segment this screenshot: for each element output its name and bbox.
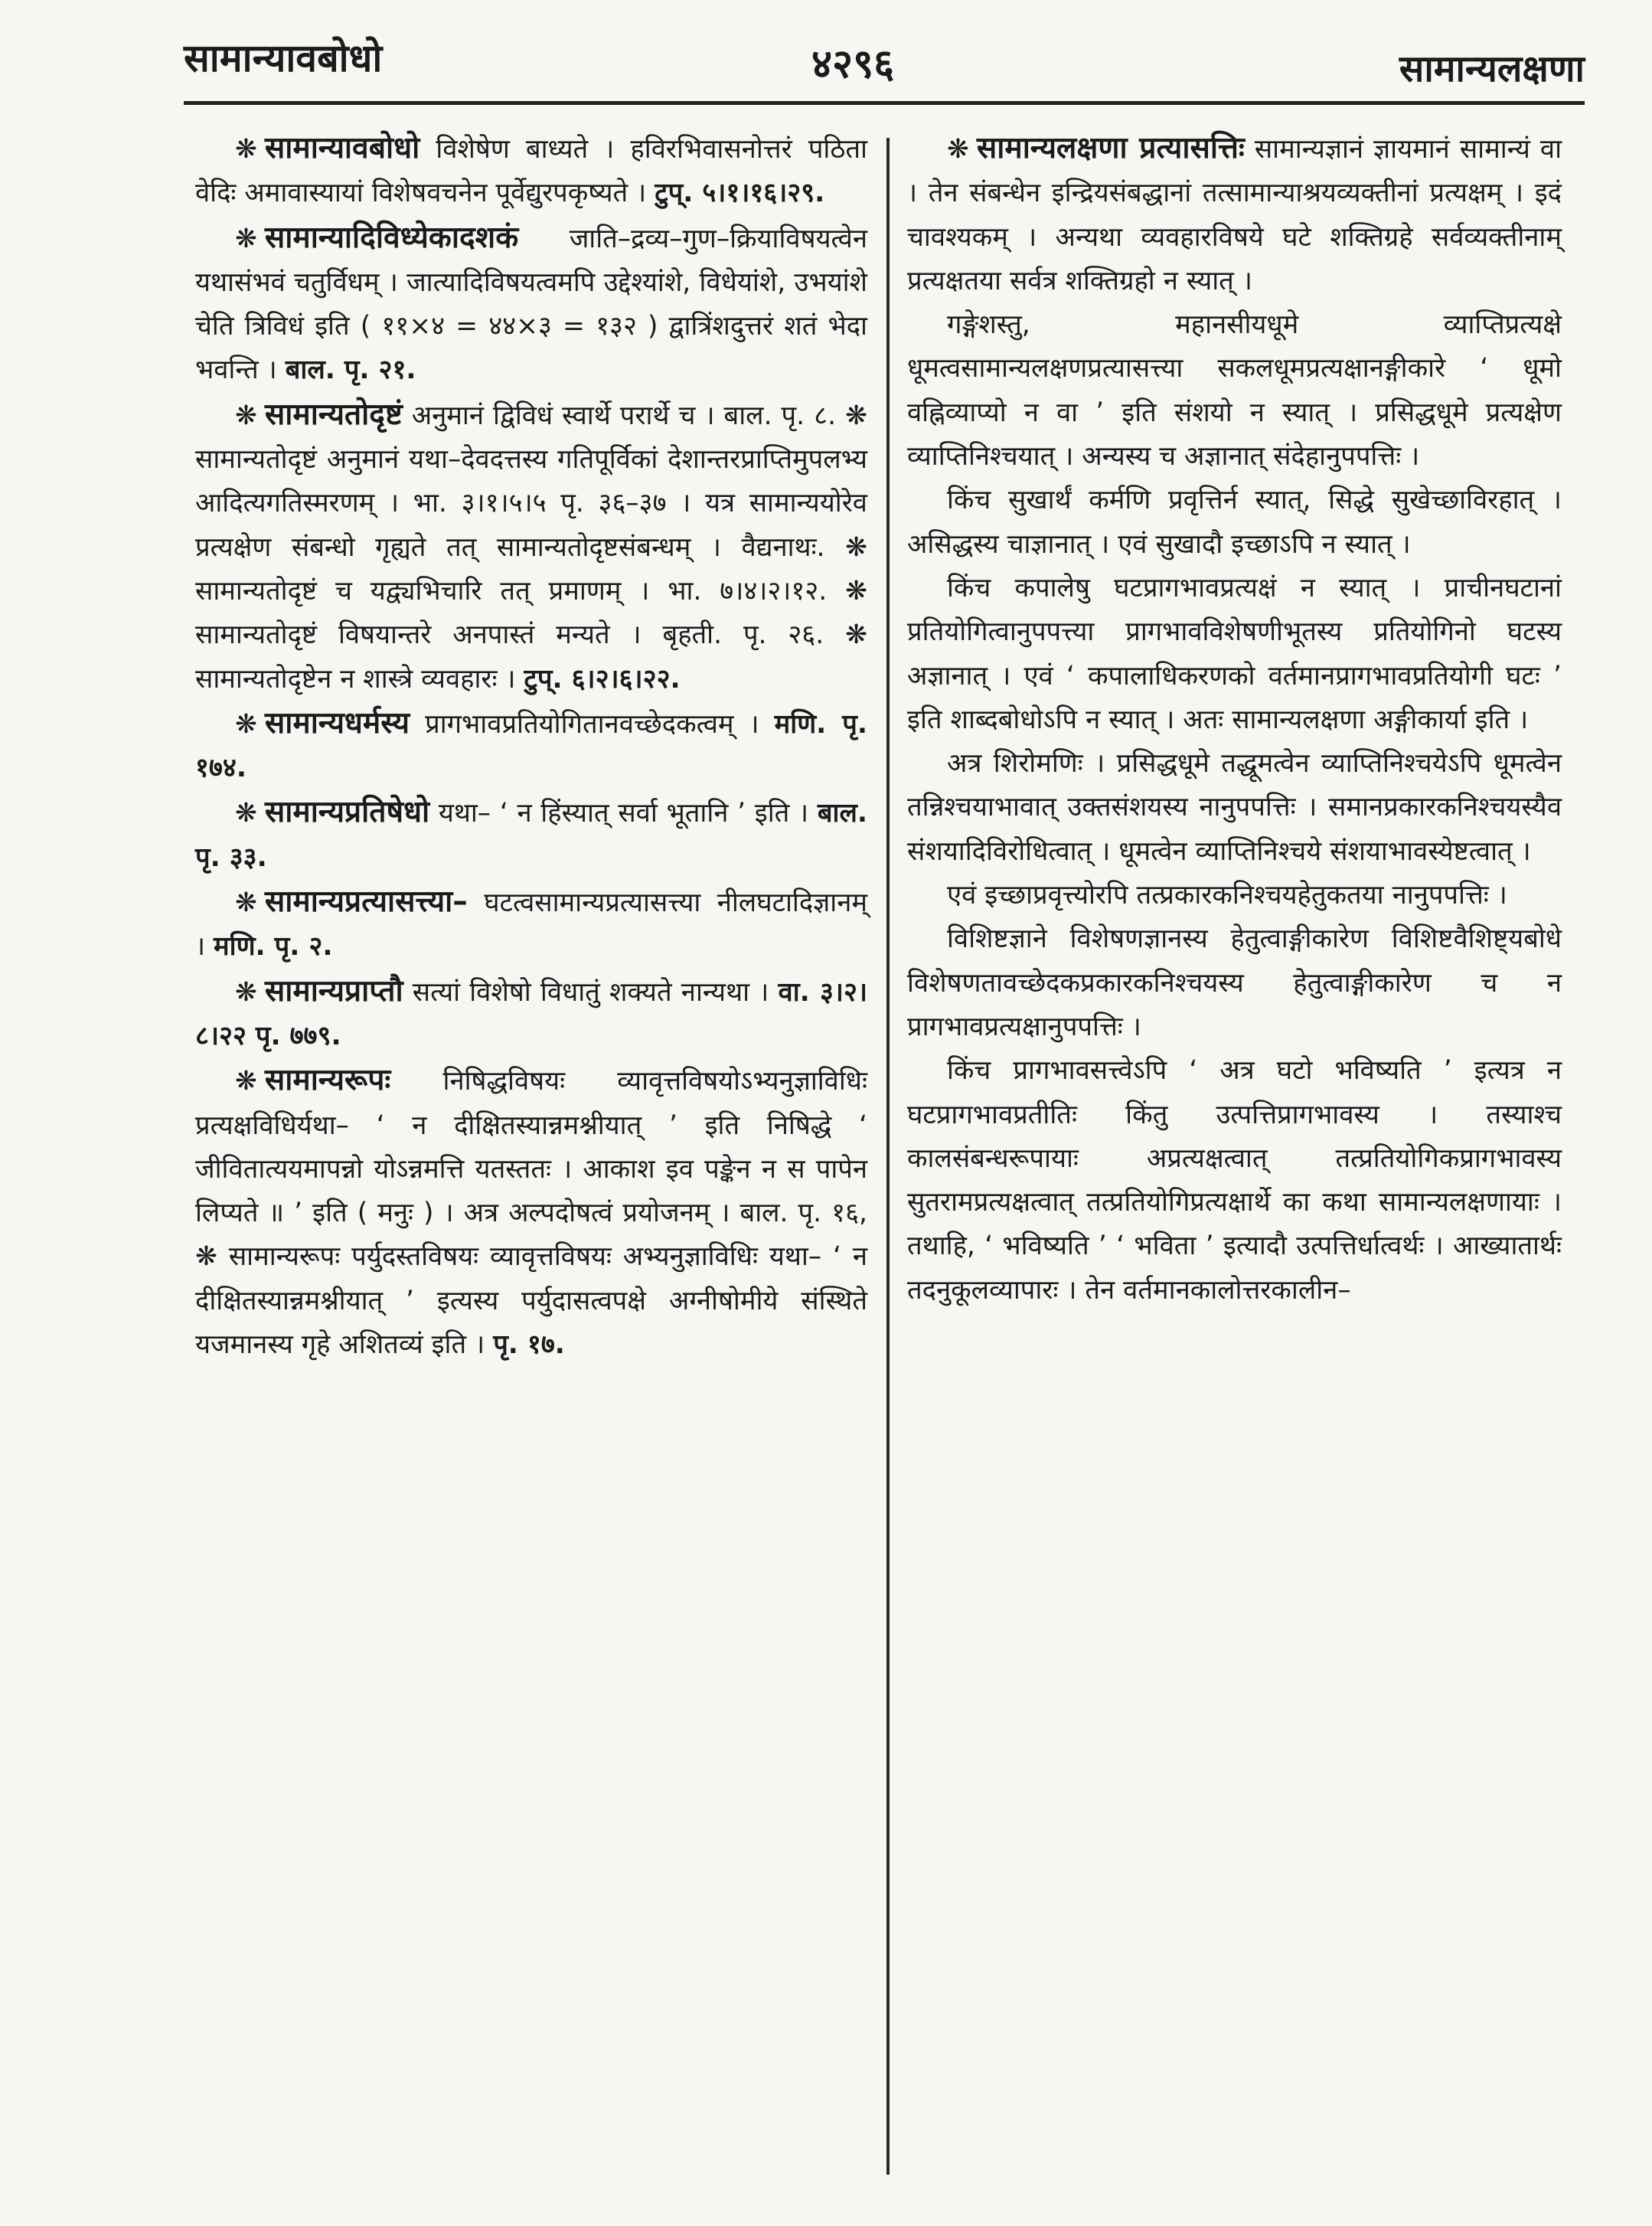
entry-text: सामान्यज्ञानं ज्ञायमानं सामान्यं वा । तेन संबन्धेन इन्द्रियसंबद्धानां तत्सामान्याश्रयव्यक्तीनां प्रत्यक्षम् । इदं चावश्यकम् । अन्यथा व्यवहारविषये घटे शक्तिग्रहे सर्वव्यक्तीनाम् प्रत्यक्षतया सर्वत्र शक्तिग्रहो न स्यात् । <box>907 134 1562 296</box>
entry-text: सत्यां विशेषो विधातुं शक्यते नान्यथा । <box>412 976 769 1008</box>
entry-text: जाति–द्रव्य–गुण–क्रियाविषयत्वेन यथासंभवं चतुर्विधम् । जात्यादिविषयत्वमपि उद्देश्यांशे, विधेयांशे, उभयांशे चेति त्रिविधं इति ( ११×४ = ४४×३ = १३२ ) द्वात्रिंशदुत्तरं शतं भेदा भवन्ति । <box>195 223 867 386</box>
headword: सामान्यतोदृष्टं <box>264 397 403 432</box>
entry-text: घटत्वसामान्यप्रत्यासत्त्या नीलघटादिज्ञानम् । <box>195 887 867 963</box>
paragraph-text: गङ्गेशस्तु, महानसीयधूमे व्याप्तिप्रत्यक्षे धूमत्वसामान्यलक्षणप्रत्यासत्त्या सकलधूमप्रत्यक्षानङ्गीकारे ‘ धूमो वह्निव्याप्यो न वा ’ इति संशयो न स्यात् । प्रसिद्धधूमे प्रत्यक्षेण व्याप्तिनिश्चयात् । अन्यस्य च अज्ञानात् संदेहानुपपत्तिः । <box>907 309 1562 472</box>
headword: सामान्यधर्मस्य <box>264 705 410 740</box>
asterisk-icon: ❋ <box>235 708 257 740</box>
headword: सामान्यप्रतिषेधो <box>264 795 430 830</box>
paragraph-text: किंच प्रागभावसत्त्वेऽपि ‘ अत्र घटो भविष्यति ’ इत्यत्र न घटप्रागभावप्रतीतिः किंतु उत्पत्तिप्रागभावस्य । तस्याश्च कालसंबन्धरूपायाः अप्रत्यक्षत्वात् तत्प्रतियोगिकप्रागभावस्य सुतरामप्रत्यक्षत्वात् तत्प्रतियोगिप्रत्यक्षार्थे का कथा सामान्यलक्षणायाः । तथाहि, ‘ भविष्यति ’ ‘ भविता ’ इत्यादौ उत्पत्तिर्धात्वर्थः । आख्यातार्थः तदनुकूलव्यापारः । तेन वर्तमानकालोत्तरकालीन– <box>907 1055 1562 1306</box>
paragraph <box>907 479 1562 567</box>
headword: सामान्यावबोधो <box>264 131 420 165</box>
asterisk-icon: ❋ <box>235 887 257 919</box>
paragraph <box>907 917 1562 1049</box>
citation: वा. ३।२।८।२२ पृ. ७७९. <box>195 976 868 1051</box>
headword: सामान्यप्रत्यासत्त्या– <box>264 884 468 920</box>
entry-text: यथा– ‘ न हिंस्यात् सर्वा भूतानि ’ इति । <box>438 798 809 829</box>
page-header <box>184 31 1585 100</box>
entry-text: प्रागभावप्रतियोगितानवच्छेदकत्वम् । <box>425 708 759 740</box>
headword: सामान्यप्राप्तौ <box>264 973 403 1008</box>
headword: सामान्यादिविध्येकादशकं <box>264 220 519 255</box>
right-running-head: सामान्यलक्षणा <box>1399 47 1585 90</box>
citation: टुप्. ६।२।६।२२. <box>524 663 681 695</box>
entry <box>195 969 867 1059</box>
paragraph <box>907 742 1562 874</box>
entry <box>195 790 867 880</box>
paragraph <box>907 303 1562 479</box>
paragraph-text: अत्र शिरोमणिः । प्रसिद्धधूमे तद्धूमत्वेन व्याप्तिनिश्चयेऽपि धूमत्वेन तन्निश्चयाभावात् उक्तसंशयस्य नानुपपत्तिः । समानप्रकारकनिश्चयस्यैव संशयादिविरोधित्वात् । धूमत्वेन व्याप्तिनिश्चये संशयाभावस्येष्टत्वात् । <box>907 748 1562 867</box>
paragraph-text: किंच कपालेषु घटप्रागभावप्रत्यक्षं न स्यात् । प्राचीनघटानां प्रतियोगित्वानुपपत्त्या प्रागभावविशेषणीभूतस्य प्रतियोगिनो घटस्य अज्ञानात् । एवं ‘ कपालाधिकरणको वर्तमानप्रागभावप्रतियोगी घटः ’ इति शाब्दबोधोऽपि न स्यात् । अतः सामान्यलक्षणा अङ्गीकार्या इति । <box>907 572 1562 735</box>
headword: सामान्यरूपः <box>264 1063 391 1098</box>
asterisk-icon: ❋ <box>235 223 257 254</box>
citation: मणि. पृ. २. <box>214 931 333 963</box>
entry-text: निषिद्धविषयः व्यावृत्तविषयोऽभ्यनुज्ञाविधिः प्रत्यक्षविधिर्यथा– ‘ न दीक्षितस्यान्नमश्नीयात् ’ इति निषिद्धे ‘ जीवितात्ययमापन्नो योऽन्नमत्ति यतस्ततः । आकाश इव पङ्केन न स पापेन लिप्यते ॥ ’ इति ( मनुः ) । अत्र अल्पदोषत्वं प्रयोजनम् । बाल. पृ. १६, ❋ सामान्यरूपः पर्युदस्तविषयः व्यावृत्तविषयः अभ्यनुज्ञाविधिः यथा– ‘ न दीक्षितस्यान्नमश्नीयात् ’ इत्यस्य पर्युदासत्वपक्षे अग्नीषोमीये संस्थिते यजमानस्य गृहे अशितव्यं इति । <box>195 1066 867 1361</box>
header-rule <box>184 101 1585 105</box>
entry <box>907 126 1562 303</box>
paragraph <box>907 567 1562 742</box>
paragraph <box>907 874 1562 917</box>
column-divider <box>886 138 890 2175</box>
asterisk-icon: ❋ <box>235 976 257 1008</box>
asterisk-icon: ❋ <box>947 134 969 165</box>
paragraph <box>907 1049 1562 1312</box>
entry <box>195 126 867 216</box>
citation: बाल. पृ. २१. <box>285 355 416 386</box>
right-column <box>907 126 1562 1312</box>
headword: सामान्यलक्षणा प्रत्यासत्तिः <box>976 131 1245 165</box>
citation: पृ. १७. <box>493 1329 565 1361</box>
asterisk-icon: ❋ <box>235 798 257 829</box>
asterisk-icon: ❋ <box>235 134 257 165</box>
asterisk-icon: ❋ <box>235 400 257 431</box>
paragraph-text: एवं इच्छाप्रवृत्त्योरपि तत्प्रकारकनिश्चयहेतुकतया नानुपपत्तिः । <box>947 880 1507 911</box>
paragraph-text: किंच सुखार्थं कर्मणि प्रवृत्तिर्न स्यात्, सिद्धे सुखेच्छाविरहात् । असिद्धस्य चाज्ञानात् । एवं सुखादौ इच्छाऽपि न स्यात् । <box>907 485 1562 560</box>
paragraph-text: विशिष्टज्ञाने विशेषणज्ञानस्य हेतुत्वाङ्गीकारेण विशिष्टवैशिष्ट्यबोधे विशेषणतावच्छेदकप्रकारकनिश्चयस्य हेतुत्वाङ्गीकारेण च न प्रागभावप्रत्यक्षानुपपत्तिः । <box>907 923 1562 1042</box>
entry <box>195 880 867 969</box>
entry <box>195 1058 867 1367</box>
left-running-head: सामान्यावबोधो <box>184 36 383 80</box>
entry-text: विशेषेण बाध्यते । हविरभिवासनोत्तरं पठिता वेदिः अमावास्यायां विशेषवचनेन पूर्वेद्युरपकृष्यते । <box>195 134 867 209</box>
page-number: ४२९६ <box>811 41 895 87</box>
entry <box>195 393 867 701</box>
citation: मणि. पृ. १७४. <box>195 708 868 784</box>
entry-text: अनुमानं द्विविधं स्वार्थे परार्थे च । बाल. पृ. ८. ❋ सामान्यतोदृष्टं अनुमानं यथा–देवदत्तस्य गतिपूर्विकां देशान्तरप्राप्तिमुपलभ्य आदित्यगतिस्मरणम् । भा. ३।१।५।५ पृ. ३६–३७ । यत्र सामान्ययोरेव प्रत्यक्षेण संबन्धो गृह्यते तत् सामान्यतोदृष्टसंबन्धम् । वैद्यनाथः. ❋ सामान्यतोदृष्टं च यद्व्यभिचारि तत् प्रमाणम् । भा. ७।४।२।१२. ❋ सामान्यतोदृष्टं विषयान्तरे अनपास्तं मन्यते । बृहती. पृ. २६. ❋ सामान्यतोदृष्टेन न शास्त्रे व्यवहारः । <box>195 400 867 695</box>
citation: बाल. पृ. ३३. <box>195 798 867 873</box>
entry <box>195 216 867 393</box>
citation: टुप्. ५।१।१६।२९. <box>655 178 825 209</box>
left-column <box>195 126 867 1367</box>
entry <box>195 701 867 791</box>
asterisk-icon: ❋ <box>235 1066 257 1097</box>
